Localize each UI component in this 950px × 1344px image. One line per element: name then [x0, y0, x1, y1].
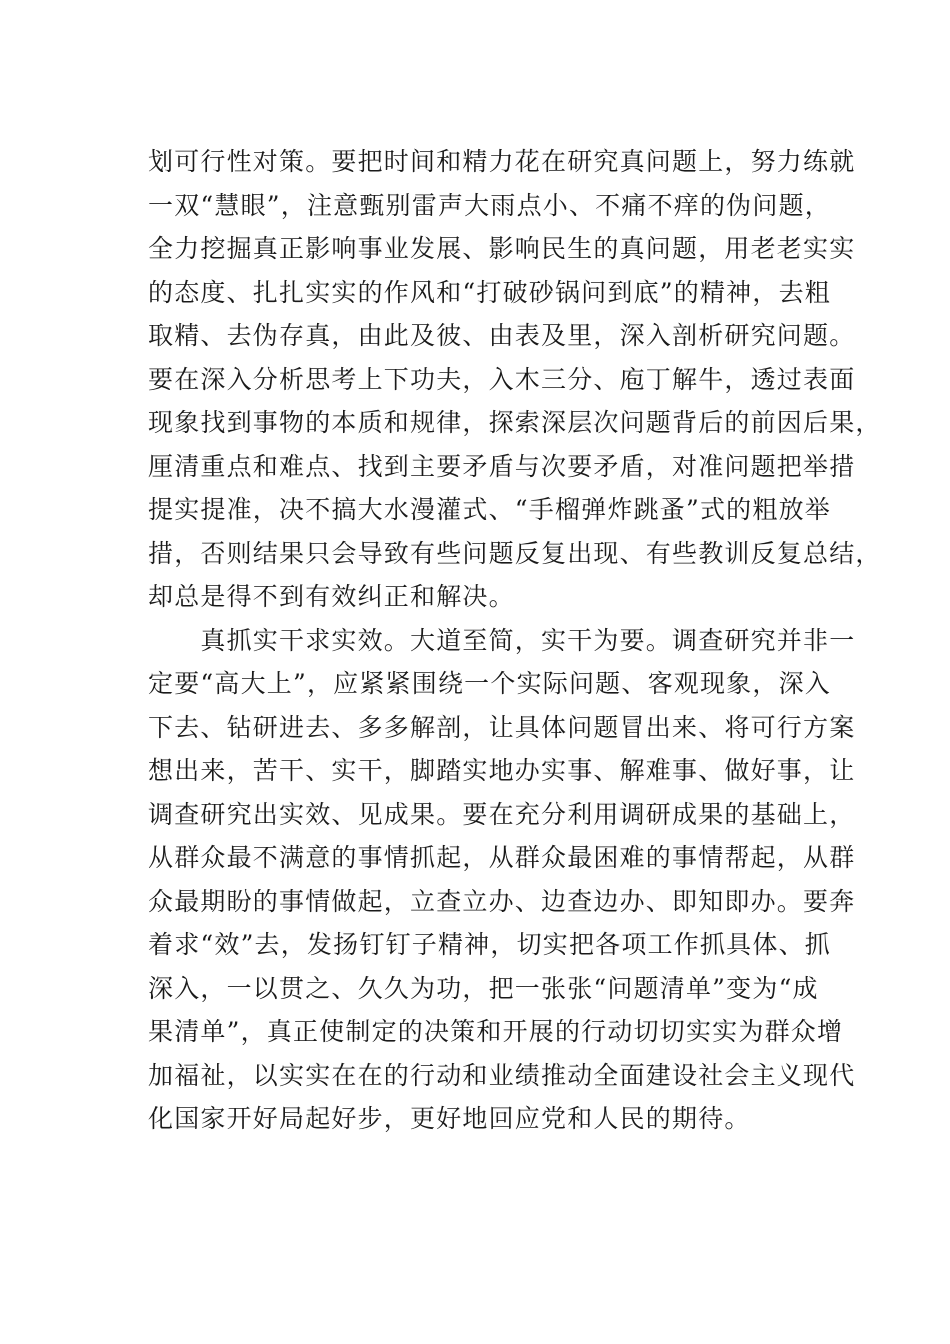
text-line: 着求“效”去，发扬钉钉子精神，切实把各项工作抓具体、抓 [148, 930, 831, 959]
text-line: 现象找到事物的本质和规律，探索深层次问题背后的前因后果， [148, 408, 882, 437]
text-line: 定要“高大上”，应紧紧围绕一个实际问题、客观现象，深入 [148, 669, 831, 698]
text-line: 果清单”，真正使制定的决策和开展的行动切切实实为群众增 [148, 1017, 844, 1046]
text-line: 化国家开好局起好步，更好地回应党和人民的期待。 [148, 1104, 751, 1133]
text-line: 要在深入分析思考上下功夫，入木三分、庖丁解牛，透过表面 [148, 364, 856, 394]
text-line: 想出来，苦干、实干，脚踏实地办实事、解难事、做好事，让 [148, 756, 856, 785]
text-line: 却总是得不到有效纠正和解决。 [148, 582, 515, 611]
text-line: 调查研究出实效、见成果。要在充分利用调研成果的基础上， [148, 799, 856, 829]
text-line: 下去、钻研进去、多多解剖，让具体问题冒出来、将可行方案 [148, 712, 856, 742]
text-line: 一双“慧眼”，注意甄别雷声大雨点小、不痛不痒的伪问题， [148, 190, 831, 220]
text-line: 深入，一以贯之、久久为功，把一张张“问题清单”变为“成 [148, 973, 819, 1003]
text-line: 厘清重点和难点、找到主要矛盾与次要矛盾，对准问题把举措 [148, 451, 856, 481]
text-line: 加福祉，以实实在在的行动和业绩推动全面建设社会主义现代 [148, 1060, 856, 1090]
text-line: 众最期盼的事情做起，立查立办、边查边办、即知即办。要奔 [148, 886, 856, 916]
text-line: 措，否则结果只会导致有些问题反复出现、有些教训反复总结， [148, 538, 882, 568]
text-line: 取精、去伪存真，由此及彼、由表及里，深入剖析研究问题。 [148, 321, 856, 350]
text-line: 提实提准，决不搞大水漫灌式、“手榴弹炸跳蚤”式的粗放举 [148, 495, 831, 524]
paragraph-start-line: 真抓实干求实效。大道至简，实干为要。调查研究并非一 [148, 625, 856, 655]
text-line: 全力挖掘真正影响事业发展、影响民生的真问题，用老老实实 [148, 234, 856, 263]
text-line: 的态度、扎扎实实的作风和“打破砂锅问到底”的精神，去粗 [148, 277, 831, 307]
text-line: 从群众最不满意的事情抓起，从群众最困难的事情帮起，从群 [148, 843, 856, 872]
body-text [148, 140, 882, 1141]
text-line: 划可行性对策。要把时间和精力花在研究真问题上，努力练就 [148, 147, 856, 176]
